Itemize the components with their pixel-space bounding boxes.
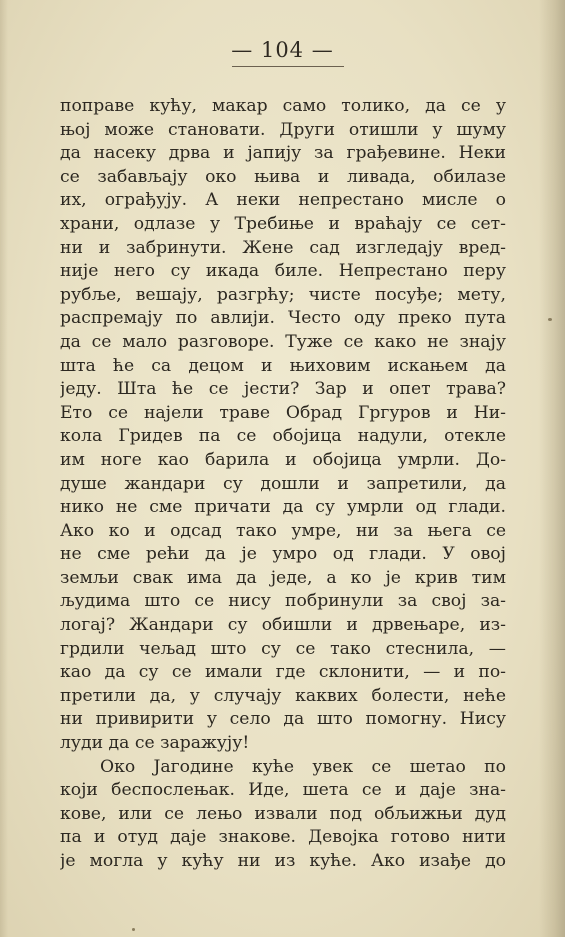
text-line: их, ограђују. А неки непрестано мисле о [60, 190, 506, 211]
text-line: као да су се имали где склонити, — и по- [60, 662, 506, 683]
text-line: храни, одлазе у Требиње и враћају се сет- [60, 213, 506, 234]
text-line: да насеку дрва и јапију за грађевине. Неки [60, 143, 506, 164]
page-number-rule [232, 66, 344, 67]
text-line: да се мало разговоре. Туже се како не знају [60, 331, 506, 352]
text-line: душе жандари су дошли и запретили, да [60, 473, 506, 494]
text-line: је могла у кућу ни из куће. Ако изађе до [60, 851, 506, 871]
page-number: — 104 — [231, 38, 334, 62]
body-text [60, 95, 506, 874]
text-line: који беспослењак. Иде, шета се и даје зна- [60, 780, 506, 801]
paper-speck [132, 928, 135, 931]
page-left-edge-shadow [0, 0, 8, 937]
text-line: шта ће са децом и њиховим искањем да [60, 355, 506, 376]
text-line: им ноге као барила и обојица умрли. До- [60, 449, 506, 470]
text-line: ни и забринути. Жене сад изгледају вред- [60, 237, 506, 258]
text-line: грдили чељад што су се тако стеснила, — [60, 638, 506, 659]
paper-speck [548, 318, 552, 321]
text-line: па и отуд даје знакове. Девојка готово нити [60, 827, 506, 848]
text-line: кове, или се лењо извали под обљижњи дуд [60, 803, 506, 824]
text-line: земљи свак има да једе, а ко је крив тим [60, 567, 506, 588]
text-line: распремају по авлији. Често оду преко пута [60, 308, 506, 329]
text-line: поправе кућу, макар само толико, да се у [60, 96, 506, 116]
text-line: рубље, вешају, разгрћу; чисте посуђе; мету, [60, 284, 506, 305]
text-line: Ето се најели траве Обрад Гргуров и Ни- [60, 402, 506, 423]
text-line: претили да, у случају каквих болести, неће [60, 685, 506, 706]
text-line: нико не сме причати да су умрли од глади. [60, 497, 506, 518]
text-line: једу. Шта ће се јести? Зар и опет трава? [60, 379, 506, 400]
text-line: не сме рећи да је умро од глади. У овој [60, 544, 506, 565]
text-line: кола Гридев па се обојица надули, отекле [60, 426, 506, 447]
text-line: ни привирити у село да што помогну. Нису [60, 709, 506, 730]
text-line: људима што се нису побринули за свој за- [60, 591, 506, 612]
text-line: логај? Жандари су обишли и дрвењаре, из- [60, 615, 506, 636]
text-line: Око Јагодине куће увек се шетао по [100, 756, 506, 777]
text-line: њој може становати. Други отишли у шуму [60, 119, 506, 140]
page-right-edge-shadow [539, 0, 565, 937]
text-line: Ако ко и одсад тако умре, ни за њега се [60, 520, 506, 541]
text-line: се забављају око њива и ливада, обилазе [60, 166, 506, 187]
text-line: луди да се заражују! [60, 733, 250, 754]
text-line: није него су икада биле. Непрестано перу [60, 261, 506, 282]
